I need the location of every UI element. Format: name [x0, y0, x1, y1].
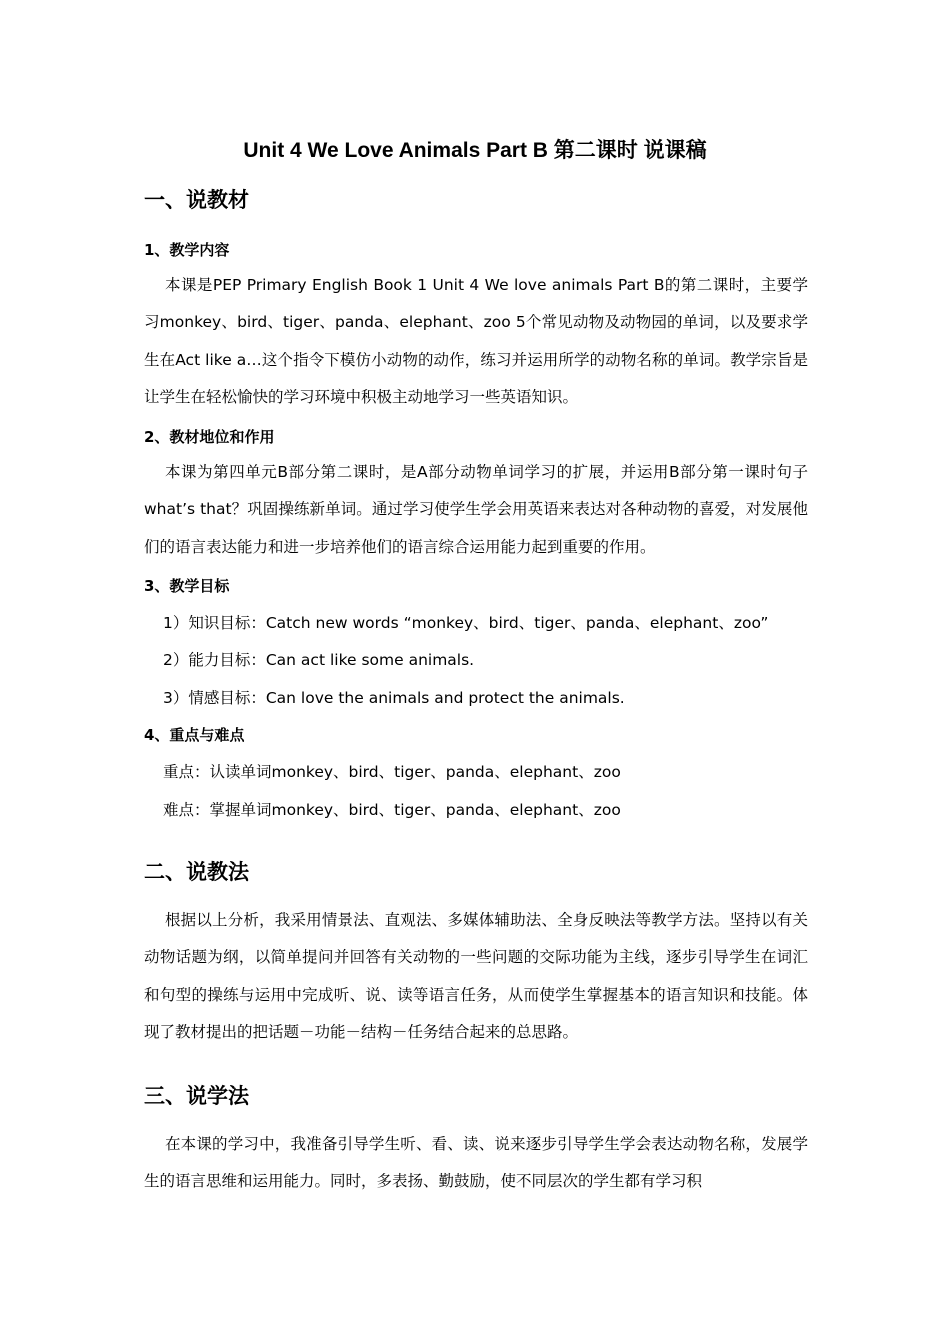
subsection-heading-teaching-content: 1、教学内容 [144, 241, 230, 259]
subsection-heading-key-points: 4、重点与难点 [144, 726, 245, 744]
paragraph-material-role: 本课为第四单元B部分第二课时，是A部分动物单词学习的扩展，并运用B部分第一课时句子what’s that？巩固操练新单词。通过学习使学生学会用英语来表达对各种动物的喜爱，对发展他们的语言表达能力和进一步培养他们的语言综合运用能力起到重要的作用。 [144, 463, 808, 556]
paragraph-teaching-content: 本课是PEP Primary English Book 1 Unit 4 We love animals Part B的第二课时，主要学习monkey、bird、tiger、panda、elephant、zoo 5个常见动物及动物园的单词，以及要求学生在Act like a…这个指令下模仿小动物的动作，练习并运用所学的动物名称的单词。教学宗旨是让学生在轻松愉快的学习环境中积极主动地学习一些英语知识。 [144, 276, 808, 406]
paragraph-learning-method: 在本课的学习中，我准备引导学生听、看、读、说来逐步引导学生学会表达动物名称，发展学生的语言思维和运用能力。同时，多表扬、勤鼓励，使不同层次的学生都有学习积 [144, 1135, 808, 1191]
document-title: Unit 4 We Love Animals Part B 第二课时 说课稿 [243, 139, 707, 162]
goal-item-emotion: 3）情感目标：Can love the animals and protect the animals. [163, 689, 625, 707]
goal-item-ability: 2）能力目标：Can act like some animals. [163, 651, 475, 669]
key-point-item: 重点：认读单词monkey、bird、tiger、panda、elephant、zoo [163, 763, 621, 781]
goal-item-knowledge: 1）知识目标：Catch new words “monkey、bird、tiger、panda、elephant、zoo” [163, 614, 769, 632]
paragraph-teaching-method: 根据以上分析，我采用情景法、直观法、多媒体辅助法、全身反映法等教学方法。坚持以有关动物话题为纲，以简单提问并回答有关动物的一些问题的交际功能为主线，逐步引导学生在词汇和句型的操练与运用中完成听、说、读等语言任务，从而使学生掌握基本的语言知识和技能。体现了教材提出的把话题－功能－结构－任务结合起来的总思路。 [144, 911, 808, 1041]
section-heading-learning-method: 三、说学法 [144, 1084, 249, 1108]
section-heading-teaching-method: 二、说教法 [144, 860, 249, 884]
section-heading-teaching-material: 一、说教材 [144, 188, 249, 212]
difficulty-item: 难点：掌握单词monkey、bird、tiger、panda、elephant、zoo [163, 801, 621, 819]
subsection-heading-material-role: 2、教材地位和作用 [144, 428, 275, 446]
subsection-heading-teaching-goals: 3、教学目标 [144, 577, 230, 595]
